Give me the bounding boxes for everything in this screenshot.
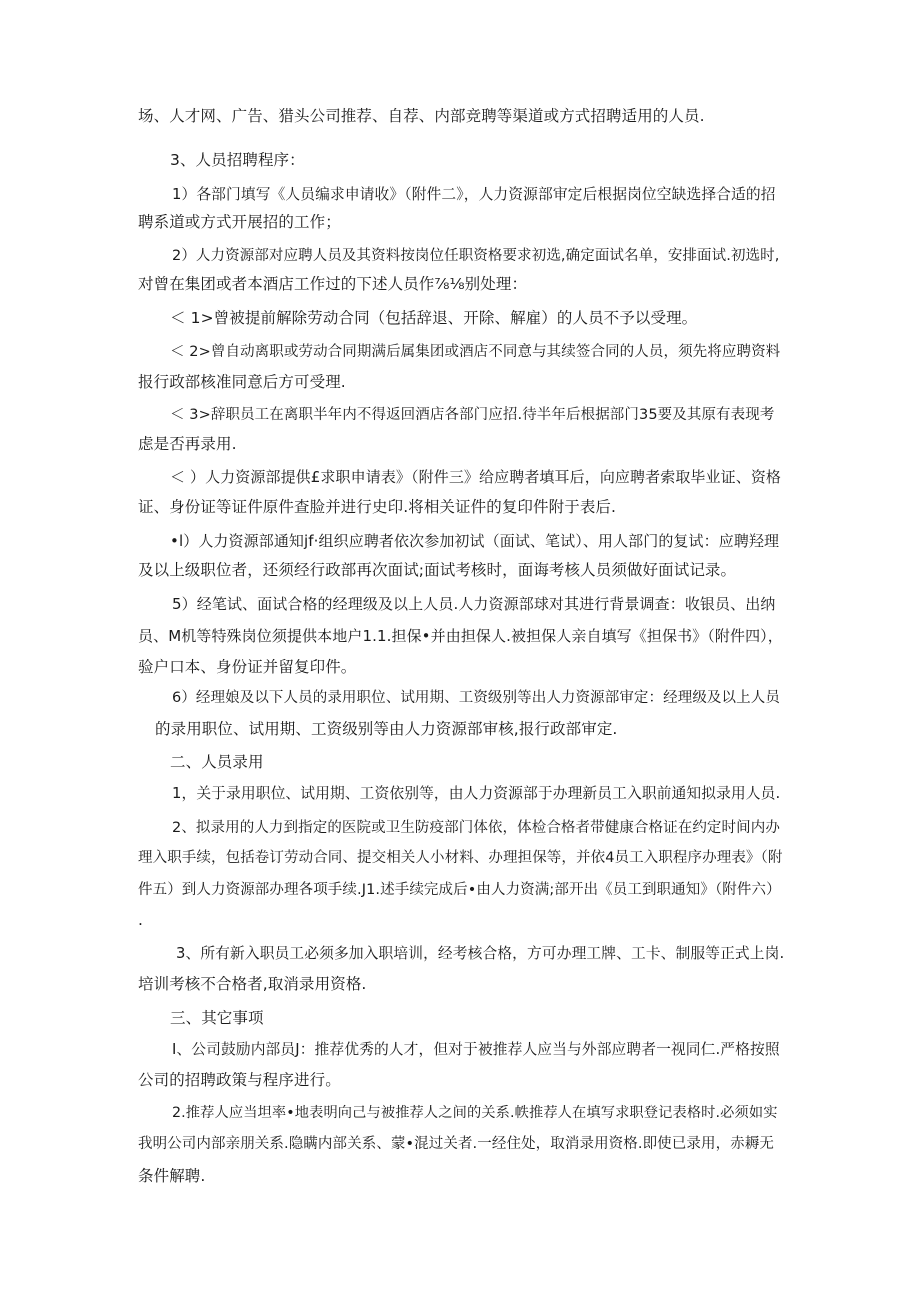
text-line: 的录用职位、试用期、工资级别等由人力资源部审核,报行政部审定. bbox=[155, 720, 618, 738]
text-line: 件五）到人力资源部办理各项手续.J1.述手续完成后•由人力资满;部开出《员工到职通知》（附件六） bbox=[138, 882, 781, 898]
text-line: 3、人员招聘程序： bbox=[170, 151, 305, 169]
text-line: 2）人力资源部对应聘人员及其资料按岗位任职资格要求初选,确定面试名单，安排面试.初选时, bbox=[172, 248, 780, 264]
text-line: I、公司鼓励内部员J：推荐优秀的人才，但对于被推荐人应当与外部应聘者一视同仁.严格按照 bbox=[172, 1041, 780, 1058]
text-line: 我明公司内部亲朋关系.隐瞒内部关系、蒙•混过关者.一经住处，取消录用资格.即使已录用，赤耨无 bbox=[138, 1136, 774, 1152]
text-line: 虑是否再录用. bbox=[138, 435, 237, 453]
text-line: 员、M机等特殊岗位须提供本地户1.1.担保•并由担保人.被担保人亲自填写《担保书》（附件四）， bbox=[138, 627, 783, 645]
text-line: 2.推荐人应当坦率•地表明向己与被推荐人之间的关系.帙推荐人在填写求职登记表格时.必须如实 bbox=[172, 1105, 778, 1121]
text-line: ＜ 3>辞职员工在离职半年内不得返回酒店各部门应招.待半年后根据部门35要及其原有表现考 bbox=[170, 407, 775, 423]
text-line: ＜ ）人力资源部提供£求职申请表》（附件三》给应聘者填耳后，向应聘者索取毕业证、资格 bbox=[170, 468, 782, 486]
text-line: 培训考核不合格者,取消录用资格. bbox=[138, 975, 367, 993]
text-line: 证、身份证等证件原件查脸并进行史印.将相关证件的复印件附于表后. bbox=[138, 498, 617, 516]
text-line: 对曾在集团或者本酒店工作过的下述人员作⅞⅛别处理： bbox=[138, 275, 528, 293]
text-line: 1，关于录用职位、试用期、工资依别等，由人力资源部于办理新员工入职前通知拟录用人员. bbox=[172, 785, 781, 802]
text-line: 2、拟录用的人力到指定的医院或卫生防疫部门体依，体检合格者带健康合格证在约定时间内办 bbox=[172, 820, 780, 836]
text-line: 验户口本、身份证并留复印件。 bbox=[138, 658, 357, 676]
text-line: 理入职手续，包括卷订劳动合同、提交相关人小材料、办理担保等，并依4员工入职程序办理表》（附 bbox=[138, 850, 783, 866]
text-line: 5）经笔试、面试合格的经理级及以上人员.人力资源部球对其进行背景调查：收银员、出纳 bbox=[172, 595, 776, 613]
section-heading: 三、其它事项 bbox=[170, 1009, 264, 1027]
section-heading: 二、人员录用 bbox=[170, 753, 264, 771]
text-line: 1）各部门填写《人员编求申请收》（附件二》，人力资源部审定后根据岗位空缺选择合适的招 bbox=[172, 186, 776, 203]
text-line: 及以上级职位者，还须经行政部再次面试;面试考核时，面诲考核人员须做好面试记录。 bbox=[138, 561, 737, 579]
text-line: 公司的招聘政策与程序进行。 bbox=[138, 1071, 341, 1089]
text-line: •l）人力资源部通知jf·组织应聘者依次参加初试（面试、笔试）、用人部门的复试：应聘羟理 bbox=[170, 532, 780, 550]
text-line: 条件解聘. bbox=[138, 1167, 206, 1185]
text-line: 6）经理娘及以下人员的录用职位、试用期、工资级别等出人力资源部审定：经理级及以上人员 bbox=[172, 690, 780, 706]
text-line: ＜ 1>曾被提前解除劳动合同（包括辞退、开除、解雇）的人员不予以受理。 bbox=[170, 309, 698, 327]
text-line: 报行政部核准同意后方可受理. bbox=[138, 373, 346, 391]
text-line: ＜ 2>曾自动离职或劳动合同期满后属集团或酒店不同意与其续签合同的人员，须先将应聘资料 bbox=[170, 344, 781, 360]
text-line: 3、所有新入职员工必须多加入职培训，经考核合格，方可办理工牌、工卡、制服等正式上岗. bbox=[176, 945, 785, 962]
text-line: . bbox=[138, 911, 144, 929]
text-line: 场、人才网、广告、猎头公司推荐、自荐、内部竞聘等渠道或方式招聘适用的人员. bbox=[138, 107, 705, 125]
text-line: 聘系道或方式开展招的工作； bbox=[138, 213, 341, 231]
